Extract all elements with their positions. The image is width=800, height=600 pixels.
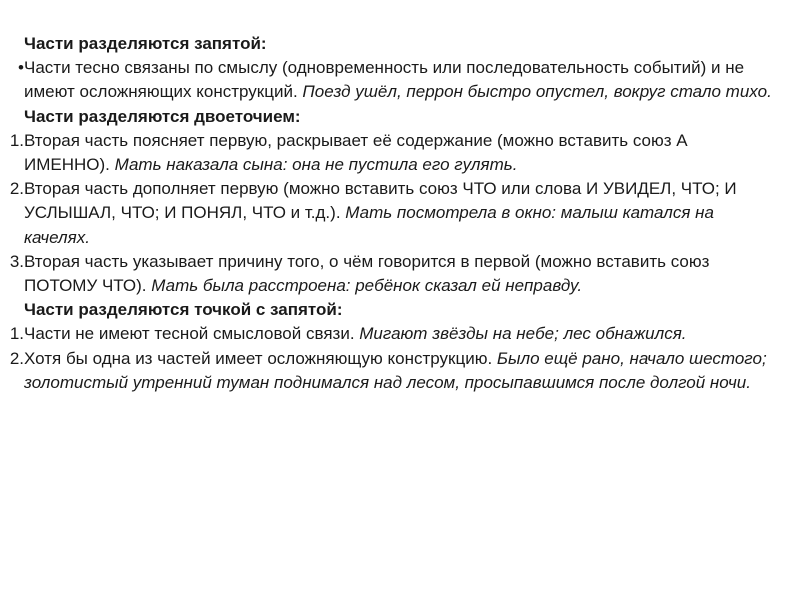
rule-text: Части тесно связаны по смыслу (одновременность или последовательность событий) и не имеют осложняющих конструкций. (24, 58, 745, 102)
list-item-text (24, 177, 790, 250)
list-item (0, 250, 790, 298)
section-heading-semicolon: Части разделяются точкой с запятой: (24, 300, 343, 320)
example-text: Поезд ушёл, перрон быстро опустел, вокруг стало тихо. (302, 82, 772, 102)
list-item-text (24, 322, 790, 346)
slide-content (0, 32, 790, 395)
list-item (0, 129, 790, 177)
list-item (0, 56, 790, 104)
example-text: Мигают звёзды на небе; лес обнажился. (359, 324, 687, 344)
list-item-text (24, 56, 790, 104)
example-text: Мать была расстроена: ребёнок сказал ей неправду. (151, 276, 583, 296)
number-marker: 1. (9, 324, 24, 344)
rule-text: Части не имеют тесной смысловой связи. (24, 324, 360, 344)
example-text: Мать посмотрела в окно: малыш катался на качелях. (24, 203, 714, 247)
rule-text: Вторая часть поясняет первую, раскрывает её содержание (можно вставить союз А ИМЕННО). (24, 130, 688, 175)
list-item (0, 347, 790, 395)
section-heading-comma: Части разделяются запятой: (24, 34, 267, 53)
bullet-marker: • (18, 58, 24, 78)
number-marker: 1. (9, 130, 24, 150)
list-item-text (24, 250, 790, 298)
rule-text: Вторая часть дополняет первую (можно вставить союз ЧТО или слова И УВИДЕЛ, ЧТО; И УСЛЫШАЛ, ЧТО; И ПОНЯЛ, ЧТО и т.д.). (24, 179, 737, 223)
rule-text: Вторая часть указывает причину того, о чём говорится в первой (можно вставить союз ПОТОМУ ЧТО). (24, 251, 710, 296)
rule-text: Хотя бы одна из частей имеет осложняющую конструкцию. (24, 348, 497, 368)
list-item-text (24, 347, 790, 395)
list-item (0, 322, 790, 346)
number-marker: 2. (9, 348, 24, 368)
section-heading-colon: Части разделяются двоеточием: (24, 106, 301, 126)
list-item (0, 177, 790, 250)
list-item-text (24, 129, 790, 177)
number-marker: 3. (9, 251, 24, 271)
example-text: Было ещё рано, начало шестого; золотистый утренний туман поднимался над лесом, просыпавшимся после долгой ночи. (24, 348, 767, 392)
example-text: Мать наказала сына: она не пустила его гулять. (114, 155, 518, 175)
number-marker: 2. (9, 179, 24, 199)
